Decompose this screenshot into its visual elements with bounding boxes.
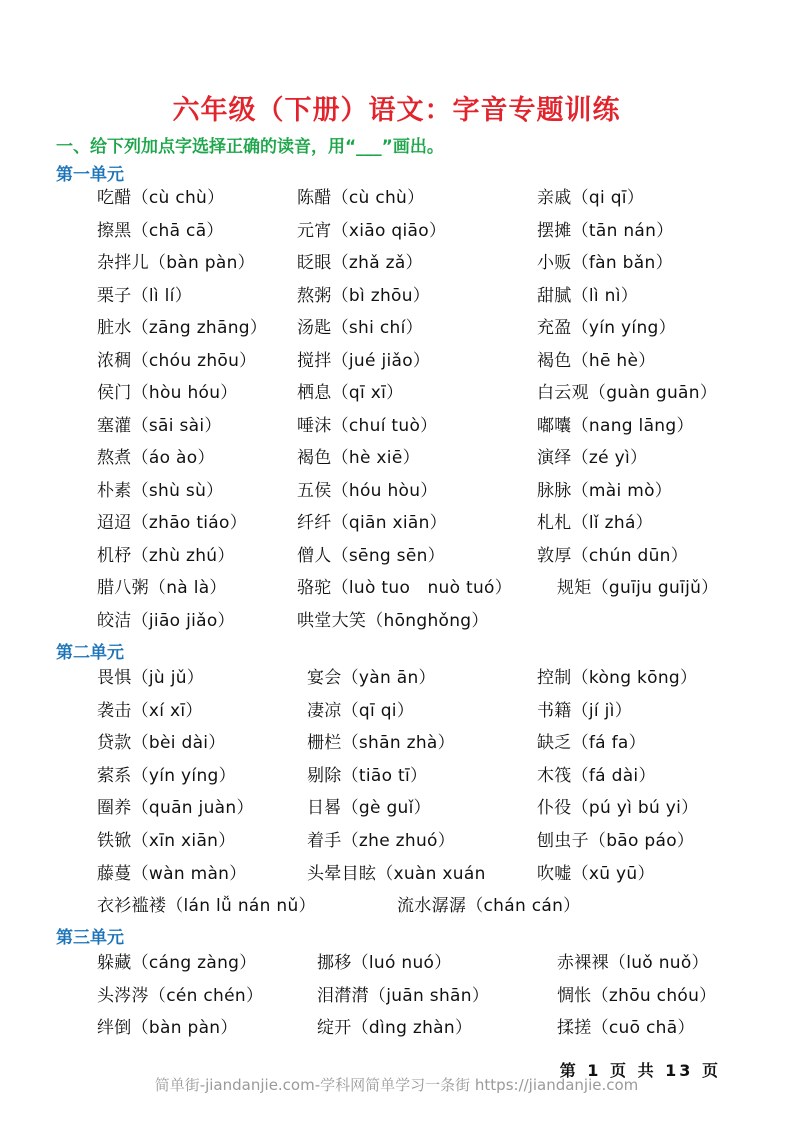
word-pinyin-item: 皎洁（jiāo jiǎo） [97, 610, 235, 631]
word-pinyin-item: 演绎（zé yì） [537, 448, 648, 468]
word-pinyin-item: 头晕目眩（xuàn xuán [307, 863, 486, 884]
word-pinyin-item: 摆摊（tān nán） [537, 220, 674, 241]
word-pinyin-item: 泪潸潸（juān shān） [317, 985, 490, 1006]
word-pinyin-item: 着手（zhe zhuó） [307, 831, 456, 851]
word-pinyin-item: 吹嘘（xū yū） [537, 863, 655, 884]
word-pinyin-item: 贷款（bèi dài） [97, 733, 226, 754]
word-pinyin-item: 脉脉（mài mò） [537, 480, 673, 501]
word-pinyin-item: 缺乏（fá fa） [537, 733, 646, 754]
word-pinyin-item: 塞灌（sāi sài） [97, 415, 222, 436]
instruction-text: 一、给下列加点字选择正确的读音，用“___”画出。 [56, 137, 444, 157]
word-pinyin-item: 剔除（tiāo tī） [307, 765, 428, 786]
word-pinyin-item: 机杼（zhù zhú） [97, 545, 235, 566]
word-pinyin-item: 规矩（guīju guījǔ） [557, 578, 719, 598]
word-pinyin-item: 流水潺潺（chán cán） [397, 896, 581, 917]
word-pinyin-item: 畏惧（jù jǔ） [97, 668, 205, 688]
word-pinyin-item: 控制（kòng kōng） [537, 668, 698, 688]
word-pinyin-item: 白云观（guàn guān） [537, 383, 718, 403]
word-pinyin-item: 搅拌（jué jiǎo） [297, 350, 431, 371]
word-pinyin-item: 嘟囔（nang lāng） [537, 415, 694, 436]
page-title: 六年级（下册）语文：字音专题训练 [172, 95, 621, 126]
word-pinyin-item: 陈醋（cù chù） [297, 188, 425, 208]
word-pinyin-item: 衣衫褴褛（lán lǚ nán nǔ） [97, 896, 316, 917]
word-pinyin-item: 浓稠（chóu zhōu） [97, 350, 257, 371]
word-pinyin-item: 杂拌儿（bàn pàn） [97, 253, 255, 273]
word-pinyin-item: 充盈（yín yíng） [537, 318, 676, 338]
word-pinyin-item: 绽开（dìng zhàn） [317, 1018, 473, 1039]
word-pinyin-item: 吃醋（cù chù） [97, 188, 225, 208]
word-pinyin-item: 日晷（gè guǐ） [307, 798, 431, 819]
word-pinyin-item: 敦厚（chún dūn） [537, 545, 689, 566]
word-pinyin-item: 铁锨（xīn xiān） [97, 831, 236, 851]
word-pinyin-item: 侯门（hòu hóu） [97, 383, 238, 403]
word-pinyin-item: 五侯（hóu hòu） [297, 480, 438, 501]
word-pinyin-item: 骆驼（luò tuo nuò tuó） [297, 578, 513, 598]
word-pinyin-item: 纤纤（qiān xiān） [297, 513, 447, 533]
word-pinyin-item: 书籍（jí jì） [537, 700, 632, 721]
word-pinyin-item: 褐色（hè xiē） [297, 448, 420, 468]
watermark-text: 简单街-jiandanjie.com-学科网简单学习一条街 https://jiandanjie.com [154, 1076, 639, 1094]
word-pinyin-item: 绊倒（bàn pàn） [97, 1018, 238, 1039]
word-pinyin-item: 熬粥（bì zhōu） [297, 285, 431, 306]
word-pinyin-item: 唾沫（chuí tuò） [297, 415, 438, 436]
word-pinyin-item: 宴会（yàn ān） [307, 668, 436, 688]
word-pinyin-item: 脏水（zāng zhāng） [97, 318, 268, 338]
word-pinyin-item: 僧人（sēng sēn） [297, 545, 445, 566]
word-pinyin-item: 木筏（fá dài） [537, 765, 656, 786]
word-pinyin-item: 揉搓（cuō chā） [557, 1018, 695, 1039]
word-pinyin-item: 头涔涔（cén chén） [97, 985, 264, 1006]
word-pinyin-item: 刨虫子（bāo páo） [537, 831, 695, 851]
word-pinyin-item: 熬煮（áo ào） [97, 448, 215, 468]
word-pinyin-item: 栖息（qī xī） [297, 383, 404, 403]
word-pinyin-item: 萦系（yín yíng） [97, 765, 236, 786]
word-pinyin-item: 小贩（fàn bǎn） [537, 253, 673, 273]
word-pinyin-item: 挪移（luó nuó） [317, 953, 452, 973]
word-pinyin-item: 仆役（pú yì bú yi） [537, 798, 699, 819]
word-pinyin-item: 朴素（shù sù） [97, 480, 224, 501]
word-pinyin-item: 腊八粥（nà là） [97, 578, 227, 598]
unit-3-heading: 第三单元 [56, 928, 124, 948]
word-pinyin-item: 哄堂大笑（hōnghǒng） [297, 610, 489, 631]
word-pinyin-item: 袭击（xí xī） [97, 700, 203, 721]
word-pinyin-item: 汤匙（shi chí） [297, 318, 423, 338]
word-pinyin-item: 眨眼（zhǎ zǎ） [297, 253, 423, 273]
word-pinyin-item: 褐色（hē hè） [537, 350, 656, 371]
word-pinyin-item: 迢迢（zhāo tiáo） [97, 513, 248, 533]
word-pinyin-item: 元宵（xiāo qiāo） [297, 220, 447, 241]
word-pinyin-item: 躲藏（cáng zàng） [97, 953, 257, 973]
word-pinyin-item: 赤裸裸（luǒ nuǒ） [557, 953, 709, 973]
unit-1-heading: 第一单元 [56, 165, 124, 185]
word-pinyin-item: 擦黑（chā cā） [97, 220, 224, 241]
page-number: 第 1 页 共 13 页 [559, 1061, 721, 1080]
word-pinyin-item: 凄凉（qī qi） [307, 700, 415, 721]
word-pinyin-item: 惆怅（zhōu chóu） [557, 985, 717, 1006]
word-pinyin-item: 圈养（quān juàn） [97, 798, 254, 819]
word-pinyin-item: 栗子（lì lí） [97, 285, 192, 306]
unit-2-heading: 第二单元 [56, 643, 124, 663]
word-pinyin-item: 札札（lǐ zhá） [537, 513, 653, 533]
word-pinyin-item: 甜腻（lì nì） [537, 285, 639, 306]
word-pinyin-item: 藤蔓（wàn màn） [97, 863, 247, 884]
word-pinyin-item: 亲戚（qi qī） [537, 188, 645, 208]
word-pinyin-item: 栅栏（shān zhà） [307, 733, 455, 754]
